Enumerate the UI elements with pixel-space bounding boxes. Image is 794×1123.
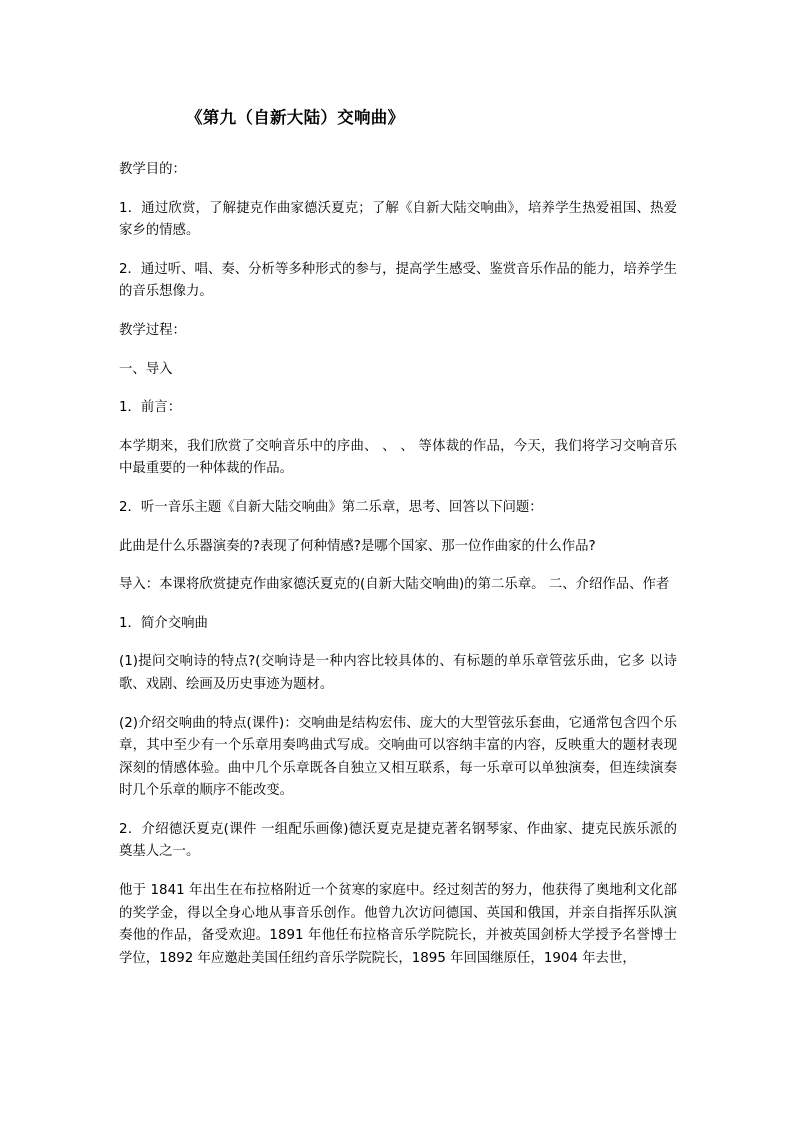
step-heading-intro: 一、导入 (119, 361, 173, 377)
paragraph-listen-theme: 2．听一音乐主题《自新大陆交响曲》第二乐章，思考、回答以下问题： (119, 499, 543, 515)
paragraph-symphony-features: (2)介绍交响曲的特点(课件)：交响曲是结构宏伟、庞大的大型管弦乐套曲，它通常包含四个乐章，其中至少有一个乐章用奏鸣曲式写成。交响曲可以容纳丰富的内容，反映重大的题材表现深刻的情感体验。曲中几个乐章既各自独立又相互联系，每一乐章可以单独演奏，但连续演奏时几个乐章的顺序不能改变。 (119, 715, 677, 799)
sub-heading-preface: 1．前言： (119, 400, 182, 416)
section-heading-process: 教学过程： (119, 322, 186, 338)
document-body (119, 159, 677, 986)
paragraph-dvorak-intro: 2．介绍德沃夏克(课件 一组配乐画像)德沃夏克是捷克著名钢琴家、作曲家、捷克民族乐派的奠基人之一。 (119, 821, 677, 860)
section-heading-objectives: 教学目的： (119, 162, 186, 177)
paragraph-questions: 此曲是什么乐器演奏的?表现了何种情感?是哪个国家、那一位作曲家的什么作品? (119, 538, 596, 554)
paragraph-symphonic-poem: (1)提问交响诗的特点?(交响诗是一种内容比较具体的、有标题的单乐章管弦乐曲，它多 以诗歌、戏剧、绘画及历史事迹为题材。 (119, 654, 677, 692)
sub-heading-symphony: 1．简介交响曲 (119, 615, 208, 631)
paragraph-dvorak-bio: 他于 1841 年出生在布拉格附近一个贫寒的家庭中。经过刻苦的努力，他获得了奥地利文化部的奖学金，得以全身心地从事音乐创作。他曾九次访问德国、英国和俄国，并亲自指挥乐队演奏他的作品，备受欢迎。1891 年他任布拉格音乐学院院长，并被英国剑桥大学授予名誉博士学位，1892 年应邀赴美国任纽约音乐学院院长，1895 年回国继原任，1904 年去世， (119, 883, 677, 966)
paragraph-preface: 本学期来，我们欣赏了交响音乐中的序曲、 、 、 等体裁的作品，今天，我们将学习交响音乐中最重要的一种体裁的作品。 (119, 438, 677, 477)
paragraph-lead-in: 导入：本课将欣赏捷克作曲家德沃夏克的(自新大陆交响曲)的第二乐章。 二、介绍作品、作者 (119, 577, 670, 593)
document-title: 《第九（自新大陆）交响曲》 (186, 108, 405, 127)
objective-1: 1．通过欣赏，了解捷克作曲家德沃夏克；了解《自新大陆交响曲》，培养学生热爱祖国、热爱家乡的情感。 (119, 200, 677, 239)
objective-2: 2．通过听、唱、奏、分析等多种形式的参与，提高学生感受、鉴赏音乐作品的能力，培养学生的音乐想像力。 (119, 261, 677, 300)
